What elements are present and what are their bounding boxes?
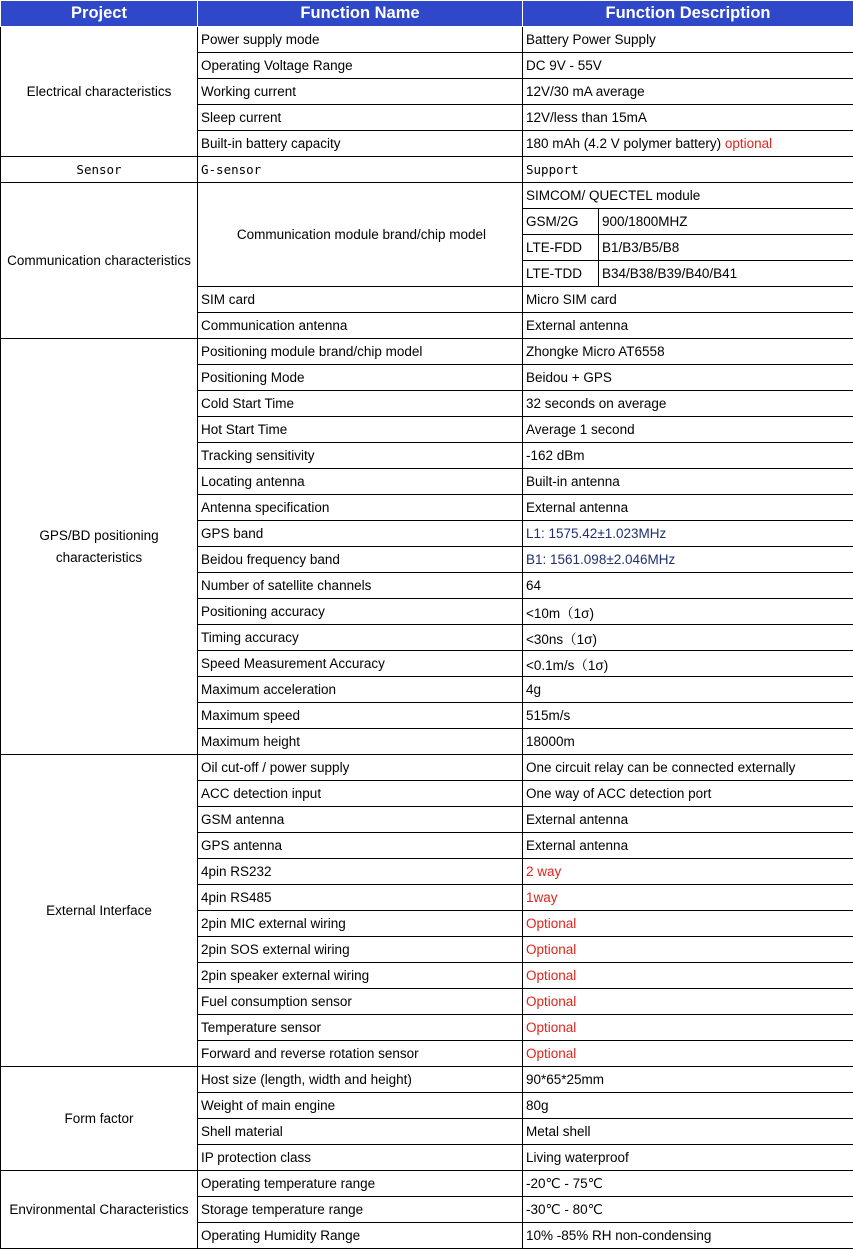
function-name: Built-in battery capacity [198, 131, 523, 157]
function-name: Working current [198, 79, 523, 105]
function-name: 2pin MIC external wiring [198, 911, 523, 937]
function-name: Tracking sensitivity [198, 443, 523, 469]
header-function-name: Function Name [198, 1, 523, 27]
function-description: 90*65*25mm [523, 1067, 853, 1093]
function-description: -162 dBm [523, 443, 853, 469]
table-row [1, 1067, 853, 1093]
function-name: Power supply mode [198, 27, 523, 53]
function-description: -20℃ - 75℃ [523, 1171, 853, 1197]
function-name: G-sensor [198, 157, 523, 183]
function-name: Communication module brand/chip model [198, 183, 523, 287]
function-description: Optional [523, 1015, 853, 1041]
function-description: 12V/less than 15mA [523, 105, 853, 131]
function-description: <0.1m/s（1σ) [523, 651, 853, 677]
function-name: Positioning Mode [198, 365, 523, 391]
function-description: L1: 1575.42±1.023MHz [523, 521, 853, 547]
function-name: Operating Humidity Range [198, 1223, 523, 1249]
function-name: 4pin RS232 [198, 859, 523, 885]
function-description: Living waterproof [523, 1145, 853, 1171]
function-name: GSM antenna [198, 807, 523, 833]
function-name: Maximum speed [198, 703, 523, 729]
band-value: B1/B3/B5/B8 [599, 235, 853, 261]
function-description: External antenna [523, 833, 853, 859]
function-description: 18000m [523, 729, 853, 755]
function-name: ACC detection input [198, 781, 523, 807]
function-name: Speed Measurement Accuracy [198, 651, 523, 677]
function-name: Maximum acceleration [198, 677, 523, 703]
table-row [1, 27, 853, 53]
battery-capacity-value: 180 mAh (4.2 V polymer battery) [526, 136, 721, 151]
function-description: Beidou + GPS [523, 365, 853, 391]
header-row [1, 1, 853, 27]
function-description: External antenna [523, 495, 853, 521]
function-description: 4g [523, 677, 853, 703]
project-sensor: Sensor [1, 157, 198, 183]
function-description: DC 9V - 55V [523, 53, 853, 79]
project-gps: GPS/BD positioning characteristics [1, 339, 198, 755]
function-description: One way of ACC detection port [523, 781, 853, 807]
function-name: Positioning accuracy [198, 599, 523, 625]
function-description: One circuit relay can be connected externally [523, 755, 853, 781]
project-electrical: Electrical characteristics [1, 27, 198, 157]
band-value: B34/B38/B39/B40/B41 [599, 261, 853, 287]
band-label: LTE-FDD [523, 235, 599, 261]
function-name: Forward and reverse rotation sensor [198, 1041, 523, 1067]
band-label: GSM/2G [523, 209, 599, 235]
project-communication: Communication characteristics [1, 183, 198, 339]
function-description: External antenna [523, 807, 853, 833]
function-name: Timing accuracy [198, 625, 523, 651]
function-name: Operating Voltage Range [198, 53, 523, 79]
function-description: 32 seconds on average [523, 391, 853, 417]
function-name: Weight of main engine [198, 1093, 523, 1119]
header-function-description: Function Description [523, 1, 853, 27]
function-description: Zhongke Micro AT6558 [523, 339, 853, 365]
function-description: Micro SIM card [523, 287, 853, 313]
table-row [1, 339, 853, 365]
function-name: 4pin RS485 [198, 885, 523, 911]
project-environment: Environmental Characteristics [1, 1171, 198, 1249]
function-description: -30℃ - 80℃ [523, 1197, 853, 1223]
function-name: GPS band [198, 521, 523, 547]
function-description: 64 [523, 573, 853, 599]
function-name: Communication antenna [198, 313, 523, 339]
function-name: Oil cut-off / power supply [198, 755, 523, 781]
table-row [1, 183, 853, 209]
function-description: B1: 1561.098±2.046MHz [523, 547, 853, 573]
function-name: IP protection class [198, 1145, 523, 1171]
function-description: Average 1 second [523, 417, 853, 443]
function-name: Antenna specification [198, 495, 523, 521]
function-description: 12V/30 mA average [523, 79, 853, 105]
function-name: Number of satellite channels [198, 573, 523, 599]
function-name: Operating temperature range [198, 1171, 523, 1197]
band-value: 900/1800MHZ [599, 209, 853, 235]
function-name: Maximum height [198, 729, 523, 755]
optional-note: optional [725, 136, 772, 151]
function-name: Beidou frequency band [198, 547, 523, 573]
function-name: Sleep current [198, 105, 523, 131]
function-name: Locating antenna [198, 469, 523, 495]
function-name: 2pin SOS external wiring [198, 937, 523, 963]
function-description: 10% -85% RH non-condensing [523, 1223, 853, 1249]
function-description: 515m/s [523, 703, 853, 729]
function-name: Cold Start Time [198, 391, 523, 417]
function-name: Temperature sensor [198, 1015, 523, 1041]
function-name: GPS antenna [198, 833, 523, 859]
function-description: Support [523, 157, 853, 183]
function-name: Host size (length, width and height) [198, 1067, 523, 1093]
function-description: External antenna [523, 313, 853, 339]
function-description: 2 way [523, 859, 853, 885]
header-project: Project [1, 1, 198, 27]
table-row [1, 755, 853, 781]
function-description: Battery Power Supply [523, 27, 853, 53]
project-external: External Interface [1, 755, 198, 1067]
function-description: 1way [523, 885, 853, 911]
function-name: Shell material [198, 1119, 523, 1145]
function-description: <10m（1σ) [523, 599, 853, 625]
function-description: Built-in antenna [523, 469, 853, 495]
function-description: Optional [523, 989, 853, 1015]
function-name: Storage temperature range [198, 1197, 523, 1223]
function-name: Hot Start Time [198, 417, 523, 443]
table-row [1, 157, 853, 183]
project-form-factor: Form factor [1, 1067, 198, 1171]
function-description: Optional [523, 963, 853, 989]
function-description: Optional [523, 937, 853, 963]
band-label: LTE-TDD [523, 261, 599, 287]
table-row [1, 1171, 853, 1197]
function-description: <30ns（1σ) [523, 625, 853, 651]
function-name: Positioning module brand/chip model [198, 339, 523, 365]
function-description: SIMCOM/ QUECTEL module [523, 183, 853, 209]
function-description: 80g [523, 1093, 853, 1119]
function-name: Fuel consumption sensor [198, 989, 523, 1015]
function-description: Metal shell [523, 1119, 853, 1145]
function-description: Optional [523, 1041, 853, 1067]
function-description: Optional [523, 911, 853, 937]
function-name: SIM card [198, 287, 523, 313]
function-description [523, 131, 853, 157]
function-name: 2pin speaker external wiring [198, 963, 523, 989]
